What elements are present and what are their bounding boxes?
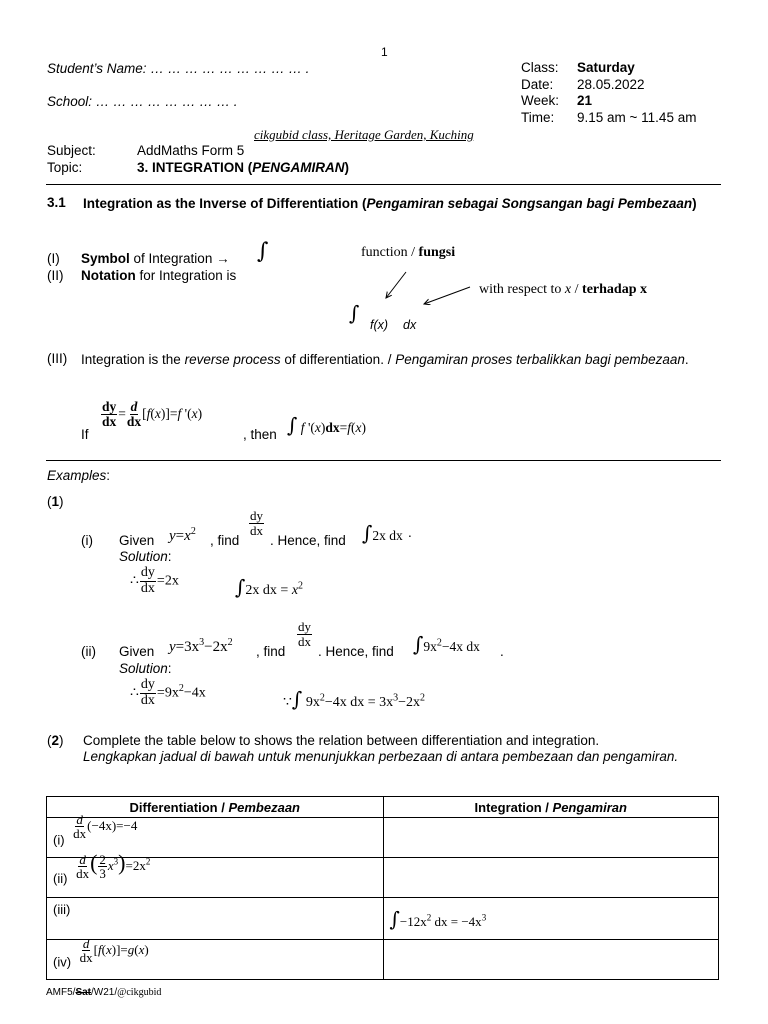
table-header-integration: Integration / Pengamiran — [383, 797, 719, 818]
notation-fx: f(x) — [370, 318, 389, 332]
table-header-differentiation: Differentiation / Pembezaan — [47, 797, 384, 818]
class-label: Class: — [521, 60, 559, 75]
divider-mid — [46, 460, 721, 461]
point-iii-number: (III) — [47, 351, 68, 366]
section-title-end: ) — [692, 196, 697, 211]
table-header-row — [47, 797, 719, 818]
solution-label: Solution — [119, 549, 168, 564]
ex1-i-solution: Solution: — [119, 549, 172, 564]
iii-text-2: of differentiation. / — [280, 352, 396, 367]
page-number: 1 — [381, 45, 388, 59]
topic-italic: PENGAMIRAN — [252, 160, 345, 175]
row-iii-differentiation[interactable] — [47, 898, 384, 940]
ex2-text-my: Lengkapkan jadual di bawah untuk menunjukkan perbezaan di antara pembezaan dan pengamiran. — [83, 749, 679, 764]
topic-prefix: 3. INTEGRATION ( — [137, 160, 253, 175]
notation-integral-icon: ∫ — [349, 301, 360, 325]
point-i-number: (I) — [47, 251, 60, 266]
respect-label: with respect to — [479, 282, 565, 297]
school-label: School: — [47, 94, 93, 109]
row-label: (iii) — [53, 902, 71, 917]
row-ii-integration[interactable] — [383, 858, 719, 898]
ex1-i-equation: $y=x^2$ — [169, 526, 196, 544]
row-label: (i) — [53, 832, 65, 848]
row-i-expression: $\frac{d}{dx}$ (−4x)=−4 — [73, 811, 138, 842]
point-i-rest: of Integration → — [129, 251, 230, 266]
ex1-ii-find: , find — [256, 644, 286, 659]
ex1-i-dydx: $\frac{dy}{dx}$ — [250, 508, 263, 538]
section-title-en: Integration as the Inverse of Differentiation ( — [83, 196, 367, 211]
ex1-ii-number: (ii) — [81, 644, 96, 659]
example-1-number: (1) — [47, 494, 64, 509]
subject-value: AddMaths Form 5 — [137, 143, 245, 158]
point-ii-number: (II) — [47, 268, 64, 283]
week-label: Week: — [521, 93, 560, 108]
ex1-i-find: , find — [210, 533, 240, 548]
row-ii-differentiation — [47, 849, 384, 898]
footer-handle: @cikgubid — [117, 987, 162, 998]
table-row — [47, 858, 719, 898]
footer-code-sat: Sat — [75, 987, 92, 998]
date-value: 28.05.2022 — [577, 77, 645, 92]
ex1-ii-given: Given — [119, 644, 155, 659]
row-label: (iv) — [53, 954, 72, 970]
iii-text-italic: reverse process — [184, 352, 281, 367]
time-value: 9.15 am ~ 11.45 am — [577, 110, 697, 125]
integral-symbol-icon: ∫ — [257, 239, 269, 264]
footer-code-1: AMF5/ — [46, 987, 76, 998]
ex1-ii-hence: . Hence, find — [318, 644, 394, 659]
table-row — [47, 940, 719, 980]
then-formula: ∫ f '(x)dx=f(x) — [287, 413, 367, 437]
annotation-arrows — [0, 0, 768, 340]
ex1-i-number: (i) — [81, 533, 93, 548]
example-1-num: 1 — [51, 494, 60, 509]
function-label: function / — [361, 245, 419, 260]
row-ii-expression: $\frac{d}{dx}$ ( $\frac{2}{3}$ $x^3)=2x^2$ — [76, 849, 151, 882]
student-name-dots: … … … … … … … … … . — [150, 61, 310, 76]
relation-table — [46, 796, 719, 980]
ex1-ii-solution-step1: ∴ $\frac{dy}{dx}$ $=9x^2-4x$ — [130, 677, 206, 708]
point-i-bold: Symbol — [81, 251, 130, 266]
point-iii-text — [81, 351, 719, 368]
section-number: 3.1 — [47, 195, 66, 210]
row-iii-integration — [383, 898, 719, 940]
row-iv-differentiation — [47, 935, 384, 980]
example-2-num: 2 — [51, 733, 60, 748]
ex2-text: Complete the table below to shows the relation between differentiation and integration. — [83, 733, 600, 748]
notation-dx: dx — [403, 318, 417, 332]
topic-label: Topic: — [47, 160, 83, 175]
ex1-ii-equation: $y=3x^3-2x^2$ — [169, 637, 233, 655]
ex1-i-period: . — [408, 525, 412, 540]
row-label: (ii) — [53, 870, 68, 886]
iii-text-my: Pengamiran proses terbalikkan bagi pembezaan — [395, 352, 685, 367]
ex1-ii-dydx: $\frac{dy}{dx}$ — [298, 619, 311, 649]
ex1-ii-period: . — [500, 644, 504, 659]
student-name-label: Student’s Name: — [47, 61, 147, 76]
ex1-i-integral: ∫2x dx — [362, 521, 403, 545]
row-i-integration[interactable] — [383, 818, 719, 858]
ex1-ii-integral: $\int 9x^2-4x$ dx — [413, 632, 480, 656]
row-iv-integration[interactable] — [383, 940, 719, 980]
iii-text-end: . — [684, 352, 689, 367]
venue: cikgubid class, Heritage Garden, Kuching — [254, 127, 474, 142]
respect-var: x — [564, 282, 572, 297]
then-label: , then — [243, 427, 277, 442]
time-label: Time: — [521, 110, 555, 125]
date-label: Date: — [521, 77, 554, 92]
school-dots: … … … … … … … … . — [95, 94, 238, 109]
ex1-i-given: Given — [119, 533, 155, 548]
ex1-ii-solution: Solution: — [119, 661, 172, 676]
row-iii-expression: $\int-12x^2$ dx = $-4x^3$ — [389, 906, 487, 931]
week-value: 21 — [577, 93, 593, 108]
class-value: Saturday — [577, 60, 635, 75]
examples-label: Examples — [47, 468, 107, 483]
ex1-i-solution-step1: ∴ $\frac{dy}{dx}$ =2x — [130, 565, 179, 596]
respect-bold: terhadap x — [582, 282, 647, 297]
examples-heading — [47, 468, 110, 483]
function-bold: fungsi — [418, 245, 456, 260]
examples-colon: : — [106, 468, 111, 483]
ex1-i-solution-step2: ∫2x dx = $x^2$ — [235, 575, 304, 599]
section-title-my: Pengamiran sebagai Songsangan bagi Pembezaan — [366, 196, 693, 211]
example-2-number: (2) — [47, 733, 64, 748]
footer-code — [46, 987, 161, 998]
point-ii-bold: Notation — [81, 268, 136, 283]
footer-code-2: /W21/ — [91, 987, 118, 998]
if-formula: $\frac{dy}{dx}$ = $\frac{d}{dx}$ [f(x)]=f '(x) — [102, 399, 203, 430]
ex1-ii-solution-step2: ∵∫ $9x^2-4x$ dx = $3x^3-2x^2$ — [283, 687, 426, 711]
function-arrow-icon — [386, 272, 406, 298]
if-label: If — [81, 427, 89, 442]
table-row — [47, 898, 719, 940]
topic-suffix: ) — [344, 160, 350, 175]
row-iv-expression: $\frac{d}{dx}$ [f(x)]=g(x) — [79, 935, 149, 966]
iii-text-1: Integration is the — [81, 352, 185, 367]
point-ii-rest: for Integration is — [135, 268, 237, 283]
ex1-i-hence: . Hence, find — [270, 533, 346, 548]
subject-label: Subject: — [47, 143, 96, 158]
respect-arrow-icon — [424, 287, 470, 304]
respect-sep: / — [571, 282, 583, 297]
